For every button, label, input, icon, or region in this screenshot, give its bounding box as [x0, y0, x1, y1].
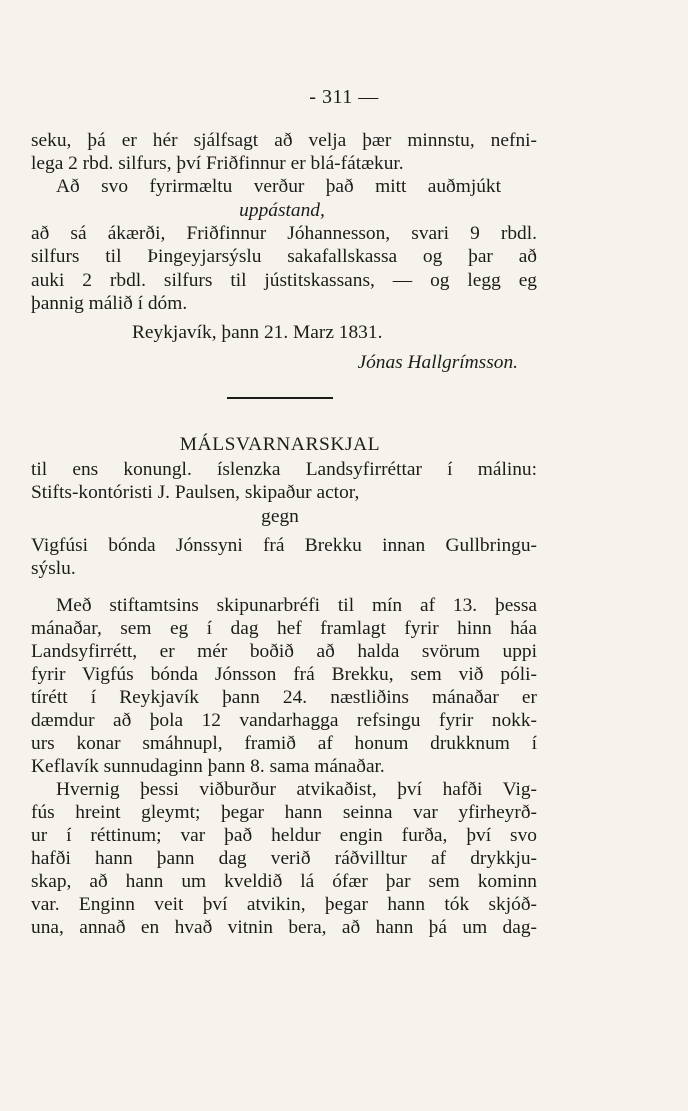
text-line: hafði hann þann dag verið ráðvilltur af drykkju-	[31, 848, 537, 869]
text-line: dæmdur að þola 12 vandarhagga refsingu fyrir nokk-	[31, 710, 537, 731]
text-line: var. Enginn veit því atvikin, þegar hann tók skjóð-	[31, 894, 537, 915]
text-line: Vigfúsi bónda Jónssyni frá Brekku innan Gullbringu-	[31, 535, 537, 556]
text-line: að sá ákærði, Friðfinnur Jóhannesson, svari 9 rbdl.	[31, 223, 537, 244]
signature: Jónas Hallgrímsson.	[357, 352, 518, 373]
text-line: Hvernig þessi viðburður atvikaðist, því hafði Vig-	[56, 779, 537, 800]
text-line: Með stiftamtsins skipunarbréfi til mín af 13. þessa	[56, 595, 537, 616]
text-line: ur í réttinum; var það heldur engin furða, því svo	[31, 825, 537, 846]
text-line: silfurs til Þingeyjarsýslu sakafallskassa og þar að	[31, 246, 537, 267]
section-heading: MÁLSVARNARSKJAL	[179, 434, 381, 455]
text-line: lega 2 rbd. silfurs, því Friðfinnur er blá-fátækur.	[31, 153, 404, 174]
text-line: til ens konungl. íslenzka Landsyfirréttar í málinu:	[31, 459, 537, 480]
text-line: sýslu.	[31, 558, 76, 579]
text-line: Landsyfirrétt, er mér boðið að halda svörum uppi	[31, 641, 537, 662]
text-line: tírétt í Reykjavík þann 24. næstliðins mánaðar er	[31, 687, 537, 708]
text-line: skap, að hann um kveldið lá ófær þar sem kominn	[31, 871, 537, 892]
text-line: Keflavík sunnudaginn þann 8. sama mánaðar.	[31, 756, 385, 777]
page-number: - 311 —	[309, 86, 379, 108]
text-line: auki 2 rbdl. silfurs til jústitskassans, — og legg eg	[31, 270, 537, 291]
text-line: urs konar smáhnupl, framið af honum drukknum í	[31, 733, 537, 754]
text-line: fyrir Vigfús bónda Jónsson frá Brekku, sem við póli-	[31, 664, 537, 685]
text-line: fús hreint gleymt; þegar hann seinna var yfirheyrð-	[31, 802, 537, 823]
text-line: gegn	[261, 506, 299, 527]
text-line: Stifts-kontóristi J. Paulsen, skipaður actor,	[31, 482, 360, 503]
text-line: uppástand,	[239, 200, 325, 221]
dateline: Reykjavík, þann 21. Marz 1831.	[132, 322, 383, 343]
section-divider	[227, 397, 333, 399]
text-line: Að svo fyrirmæltu verður það mitt auðmjúkt	[56, 176, 501, 197]
text-line: seku, þá er hér sjálfsagt að velja þær minnstu, nefni-	[31, 130, 537, 151]
text-line: þannig málið í dóm.	[31, 293, 188, 314]
text-line: una, annað en hvað vitnin bera, að hann þá um dag-	[31, 917, 537, 938]
text-line: mánaðar, sem eg í dag hef framlagt fyrir hinn háa	[31, 618, 537, 639]
